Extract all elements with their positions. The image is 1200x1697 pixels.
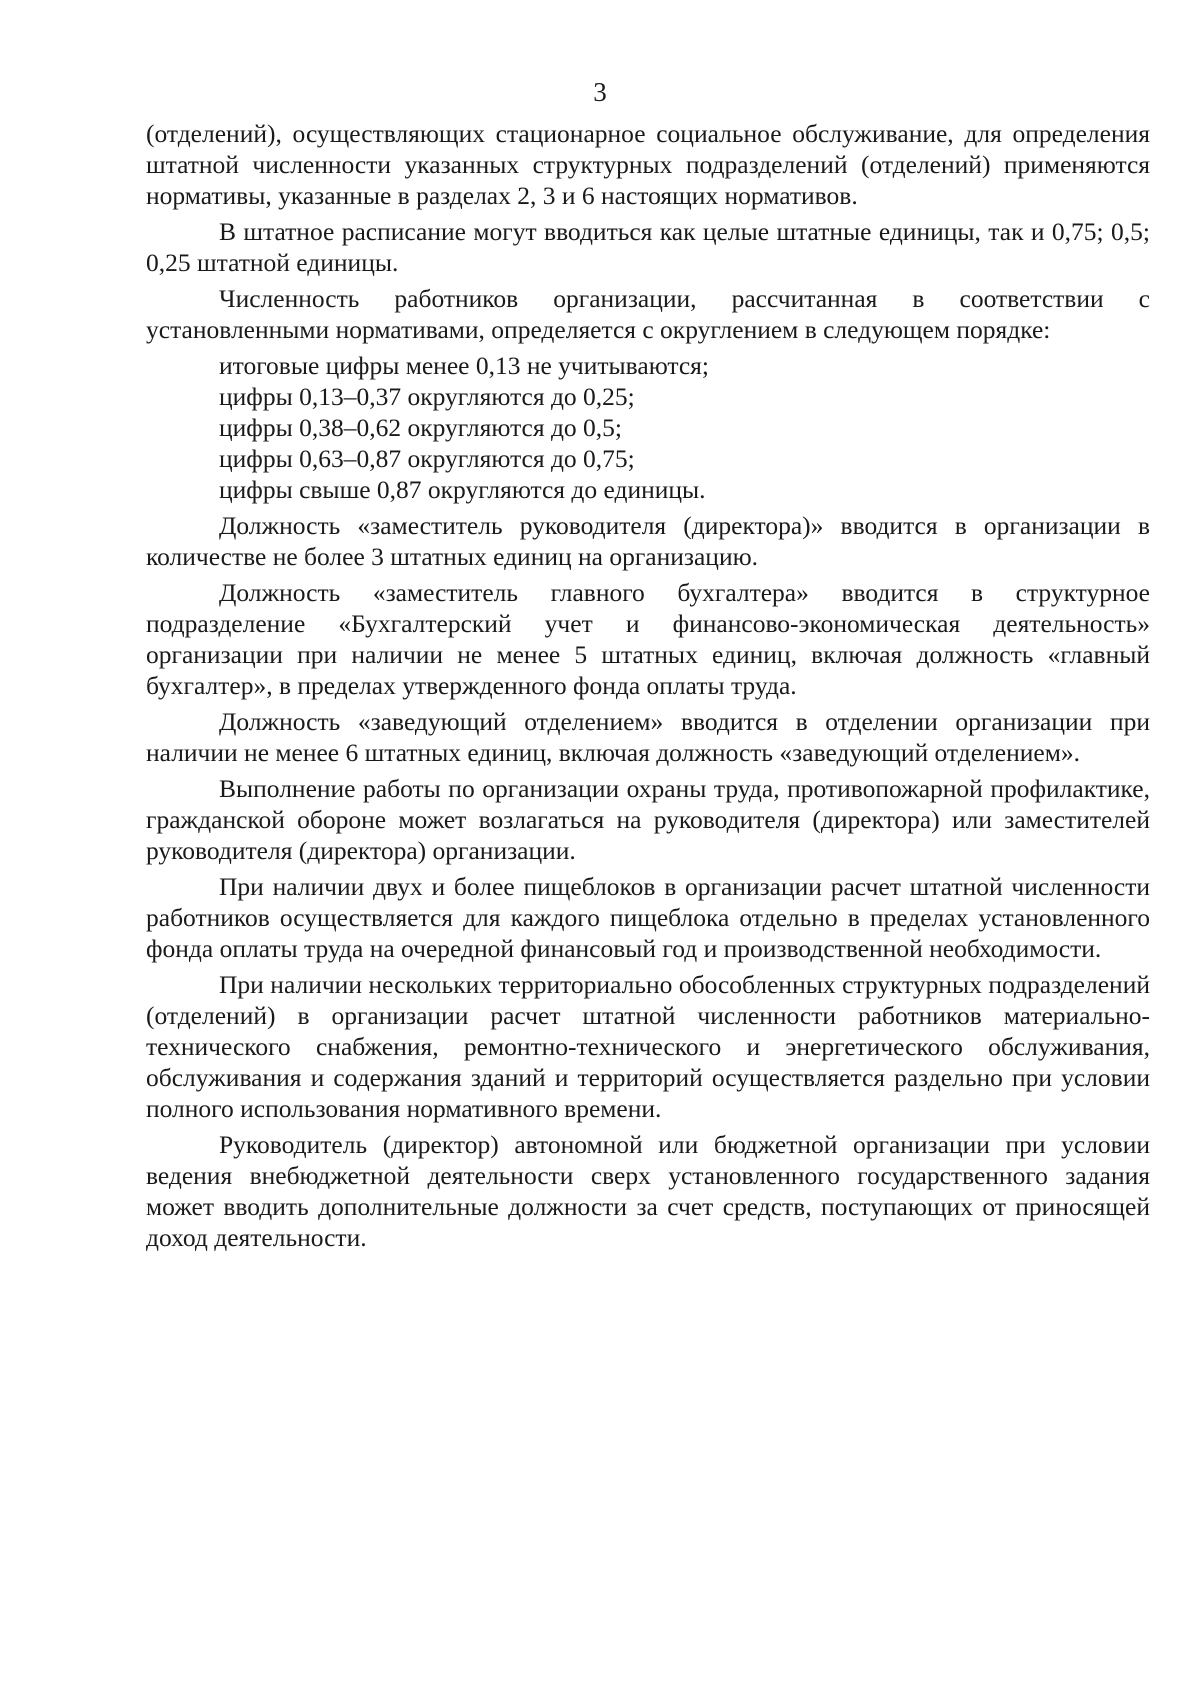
list-item: цифры 0,13–0,37 округляются до 0,25;	[219, 382, 635, 411]
document-body	[146, 118, 1150, 1258]
paragraph-deputy-director: Должность «заместитель руководителя (директора)» вводится в организации в количестве не более 3 штатных единиц на организацию.	[146, 511, 1150, 571]
paragraph-continuation: (отделений), осуществляющих стационарное социальное обслуживание, для определения штатной численности указанных структурных подразделений (отделений) применяются нормативы, указанные в разделах 2, 3 и 6 настоящих нормативов.	[146, 119, 1150, 210]
paragraph-food-units: При наличии двух и более пищеблоков в организации расчет штатной численности работников осуществляется для каждого пищеблока отдельно в пределах установленного фонда оплаты труда на очередной финансовый год и производственной необходимости.	[146, 872, 1150, 963]
paragraph-extra-positions: Руководитель (директор) автономной или бюджетной организации при условии ведения внебюджетной деятельности сверх установленного государственного задания может вводить дополнительные должности за счет средств, поступающих от приносящей доход деятельности.	[146, 1130, 1150, 1252]
list-item: цифры 0,63–0,87 округляются до 0,75;	[219, 444, 635, 473]
list-item: цифры 0,38–0,62 округляются до 0,5;	[219, 413, 623, 442]
paragraph-department-head: Должность «заведующий отделением» вводится в отделении организации при наличии не менее 6 штатных единиц, включая должность «заведующий отделением».	[146, 707, 1150, 767]
paragraph-staff-units: В штатное расписание могут вводиться как целые штатные единицы, так и 0,75; 0,5; 0,25 штатной единицы.	[146, 217, 1150, 277]
list-item: цифры свыше 0,87 округляются до единицы.	[219, 475, 706, 504]
rounding-rules-list	[146, 350, 1150, 505]
paragraph-deputy-accountant: Должность «заместитель главного бухгалтера» вводится в структурное подразделение «Бухгалтерский учет и финансово-экономическая деятельность» организации при наличии не менее 5 штатных единиц, включая должность «главный бухгалтер», в пределах утвержденного фонда оплаты труда.	[146, 578, 1150, 700]
paragraph-labor-safety: Выполнение работы по организации охраны труда, противопожарной профилактике, гражданской обороне может возлагаться на руководителя (директора) или заместителей руководителя (директора) организации.	[146, 774, 1150, 865]
paragraph-separate-divisions: При наличии нескольких территориально обособленных структурных подразделений (отделений) в организации расчет штатной численности работников материально-технического снабжения, ремонтно-технического и энергетического обслуживания, обслуживания и содержания зданий и территорий осуществляется раздельно при условии полного использования нормативного времени.	[146, 970, 1150, 1123]
paragraph-rounding-intro: Численность работников организации, рассчитанная в соответствии с установленными нормативами, определяется с округлением в следующем порядке:	[146, 284, 1150, 344]
list-item: итоговые цифры менее 0,13 не учитываются;	[219, 351, 709, 380]
page-number: 3	[593, 77, 607, 107]
